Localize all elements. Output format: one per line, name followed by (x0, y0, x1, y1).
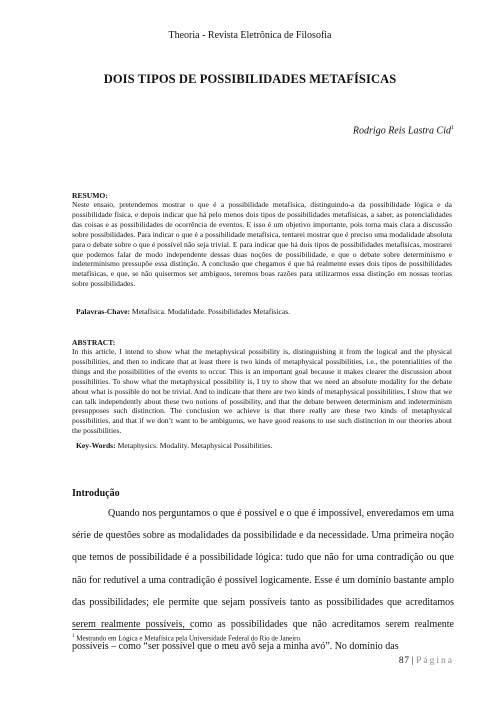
resumo-heading: RESUMO: (72, 191, 108, 200)
journal-header: Theoria - Revista Eletrônica de Filosofia (168, 30, 332, 41)
abstract-heading: ABSTRACT: (72, 338, 116, 347)
keywords-pt (76, 307, 290, 316)
author-footnote-mark: 1 (451, 125, 454, 131)
keywords-en-text: Metaphysics. Modality. Metaphysical Possibilities. (117, 441, 273, 450)
author-line (353, 125, 454, 136)
resumo-text: Neste ensaio, pretendemos mostrar o que é a possibilidade metafísica, distinguindo-a da possibilidade lógica e da possibilidade física, e depois indicar que há pelo menos dois tipos de possibilidades metafísicas, a saber, as potencialidades das coisas e as possibilidades de ocorrência de eventos. E isso é um objetivo importante, pois torna mais clara a discussão sobre possibilidades. Para indicar o que é a possibilidade metafísica, tentarei mostrar que é preciso uma modalidade absoluta para o debate sobre o que é possível não seja trivial. E para indicar que há dois tipos de possibilidades metafísicas, mostrarei que podemos falar de modo independente dessas duas noções de possibilidade, e que o debate sobre determinismo e indeterminismo pressupõe essa distinção. A conclusão que chegamos é que há realmente esses dois tipos de possibilidades metafísicas, e que, se não quisermos ser ambíguos, teremos boas razões para utilizarmos essa distinção em nossas teorias sobre possibilidades. (72, 200, 452, 289)
page-separator: | (411, 656, 415, 666)
keywords-en (76, 441, 272, 450)
keywords-pt-text: Metafísica. Modalidade. Possibilidades Metafísicas. (131, 307, 291, 316)
page-number (399, 656, 454, 666)
footnote (72, 634, 302, 642)
keywords-pt-label: Palavras-Chave: (76, 307, 130, 316)
section-heading-introducao: Introdução (72, 488, 120, 499)
footnote-divider (72, 629, 192, 630)
footnote-text: Mestrando em Lógica e Metafísica pela Universidade Federal do Rio de Janeiro. (76, 634, 302, 643)
author-name: Rodrigo Reis Lastra Cid (352, 125, 451, 137)
footnote-mark: 1 (72, 634, 75, 639)
abstract-text: In this article, I intend to show what the metaphysical possibility is, distinguishing it from the logical and the physical possibilities, and then to indicate that at least there is two kinds of metaphysical possibilities, i.e., the potentialities of the things and the possibilities of the events to occur. This is an important goal because it makes clearer the discussion about possibilities. To show what the metaphysical possibility is, I try to show that we need an absolute modality for the debate about what is possible do not be trivial. And to indicate that there are two kinds of metaphysical possibilities, I show that we can talk independently about these two notions of possibility, and that the debate between determinism and indeterminism presupposes such distinction. The conclusion we achieve is that there really are these two kinds of metaphysical possibilities, and that if we don’t want to be ambiguous, we have good reasons to use such distinction in our theories about the possibilities. (72, 347, 452, 436)
article-title: DOIS TIPOS DE POSSIBILIDADES METAFÍSICAS (103, 72, 397, 86)
intro-paragraph: Quando nos perguntamos o que é possível e o que é impossível, enveredamos em uma série de questões sobre as modalidades da possibilidade e da necessidade. Uma primeira noção que temos de possibilidade é a possibilidade lógica: tudo que não for uma contradição ou que não for redutível a uma contradição é possível logicamente. Esse é um domínio bastante amplo das possibilidades; ele permite que sejam possíveis tanto as possibilidades que acreditamos serem realmente possíveis, como as possibilidades que não acreditamos serem realmente possíveis – como “ser possível que o meu avô seja a minha avó”. No domínio das (72, 508, 454, 653)
page-label: Página (416, 656, 454, 666)
keywords-en-label: Key-Words: (76, 441, 116, 450)
page-number-value: 87 (398, 656, 410, 666)
